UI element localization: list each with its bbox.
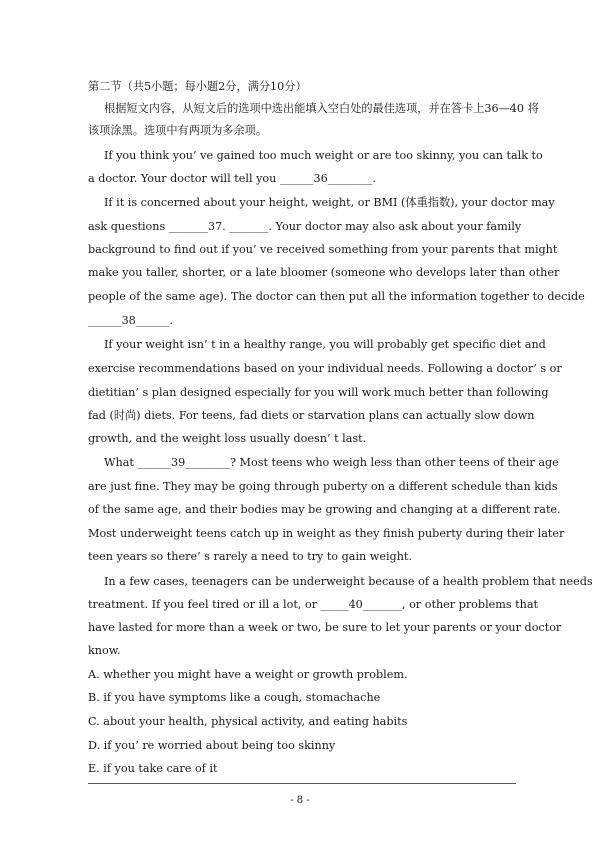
option-d: D. if you’ re worried about being too skinny bbox=[88, 739, 336, 752]
passage-line: people of the same age). The doctor can then put all the information together to decide bbox=[88, 290, 585, 303]
passage-line: fad (时尚) diets. For teens, fad diets or starvation plans can actually slow down bbox=[88, 409, 535, 422]
page-number: - 8 - bbox=[290, 795, 310, 806]
footer-divider bbox=[88, 783, 516, 784]
option-e: E. if you take care of it bbox=[88, 762, 218, 775]
section-title: 第二节（共5小题；每小题2分，满分10分） bbox=[88, 80, 307, 93]
passage-line: have lasted for more than a week or two, be sure to let your parents or your doctor bbox=[88, 621, 562, 634]
passage-line: know. bbox=[88, 644, 121, 657]
passage-line: exercise recommendations based on your individual needs. Following a doctor’ s or bbox=[88, 362, 562, 375]
instruction-line: 该项涂黑。选项中有两项为多余项。 bbox=[88, 124, 268, 137]
passage-line: dietitian’ s plan designed especially for you will work much better than following bbox=[88, 386, 549, 399]
option-b: B. if you have symptoms like a cough, stomachache bbox=[88, 691, 381, 704]
passage-line: treatment. If you feel tired or ill a lot, or _____40_______, or other problems that bbox=[88, 598, 539, 611]
passage-line: If it is concerned about your height, weight, or BMI (体重指数), your doctor may bbox=[104, 196, 555, 209]
passage-line: of the same age, and their bodies may be growing and changing at a different rate. bbox=[88, 503, 561, 516]
passage-line: teen years so there’ s rarely a need to try to gain weight. bbox=[88, 550, 412, 563]
option-a: A. whether you might have a weight or growth problem. bbox=[88, 668, 408, 681]
instruction-line: 根据短文内容，从短文后的选项中选出能填入空白处的最佳选项，并在答卡上36—40 将 bbox=[104, 102, 539, 115]
passage-line: make you taller, shorter, or a late bloomer (someone who develops later than other bbox=[88, 266, 560, 279]
passage-line: ______38______. bbox=[88, 314, 173, 327]
passage-line: Most underweight teens catch up in weight as they finish puberty during their later bbox=[88, 527, 565, 540]
passage-line: a doctor. Your doctor will tell you ______36________. bbox=[88, 172, 377, 185]
option-c: C. about your health, physical activity, and eating habits bbox=[88, 715, 408, 728]
passage-line: growth, and the weight loss usually doesn’ t last. bbox=[88, 432, 367, 445]
passage-line: If your weight isn’ t in a healthy range, you will probably get specific diet and bbox=[104, 338, 546, 351]
passage-line: ask questions _______37. _______. Your doctor may also ask about your family bbox=[88, 220, 522, 233]
passage-line: are just fine. They may be going through puberty on a different schedule than kids bbox=[88, 480, 558, 493]
passage-line: In a few cases, teenagers can be underweight because of a health problem that needs bbox=[104, 575, 593, 588]
passage-line: If you think you’ ve gained too much weight or are too skinny, you can talk to bbox=[104, 149, 543, 162]
passage-line: background to find out if you’ ve received something from your parents that might bbox=[88, 243, 558, 256]
passage-line: What ______39________? Most teens who weigh less than other teens of their age bbox=[104, 456, 559, 469]
